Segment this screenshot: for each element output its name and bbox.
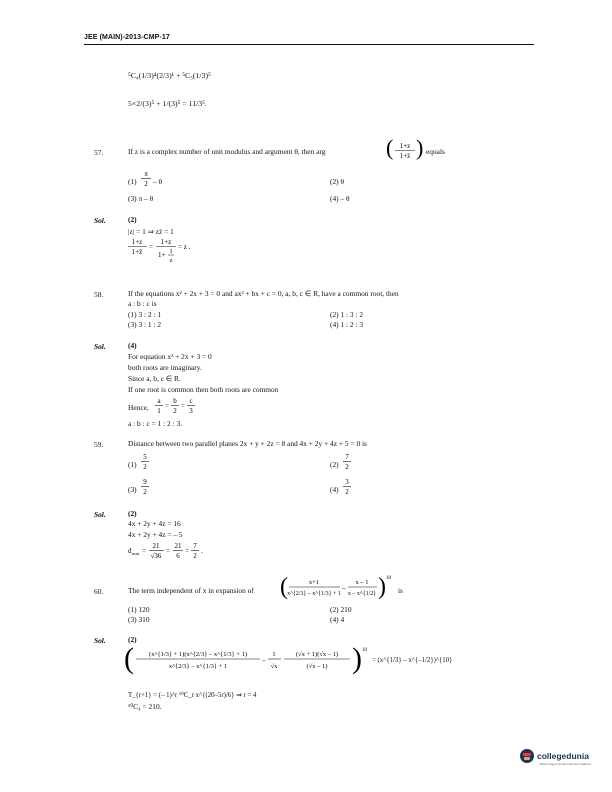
q60-rparen: ) <box>378 574 386 600</box>
q60-t1-num: x+1 <box>308 579 320 586</box>
q60-option-1: (1) 120 <box>128 605 150 614</box>
sol57-line1: |z| = 1 ⇒ zz̄ = 1 <box>128 227 174 236</box>
sol60-rhs: = (x^{1/3} – x^{–1/2})^{10} <box>372 657 453 664</box>
sol58-ratio-fractions <box>154 396 204 418</box>
sol58-eq2: = <box>181 402 185 410</box>
q60-number: 60. <box>94 587 104 596</box>
collegedunia-tagline: India's largest Student Review Platform <box>539 762 592 766</box>
q59-o4-num: 3 <box>345 478 349 486</box>
q57-frac-num: 1+z <box>399 142 411 150</box>
sol58-f2-den: 2 <box>173 407 177 415</box>
sol60-mid-den: √x <box>270 663 278 670</box>
q60-option-3: (3) 310 <box>128 615 150 624</box>
sol60-power: 10 <box>362 648 367 653</box>
sol60-coefficient-line: ¹⁰C₄ = 210. <box>128 702 162 711</box>
q60-t1-den: x^{2/3} – x^{1/3} + 1 <box>287 591 341 597</box>
sol57-rhs: = z . <box>178 243 191 251</box>
q59-opt1-fraction <box>140 452 150 474</box>
q58-option-1: (1) 3 : 2 : 1 <box>128 310 162 319</box>
sol60-label: Sol. <box>94 636 106 645</box>
sol60-big-num: (x^{1/3} + 1)(x^{2/3} – x^{1/3} + 1) <box>148 651 248 658</box>
q60-power: 10 <box>386 576 391 581</box>
q57-frac-den: 1+z̄ <box>399 152 411 160</box>
sol59-distance-equation <box>126 540 226 564</box>
q57-option-4: (4) – θ <box>330 194 350 203</box>
q57-stem-end: equals <box>426 147 445 156</box>
q57-opt1-num: π <box>144 170 148 178</box>
q60-stem: The term independent of x in expansion of <box>128 586 254 595</box>
q57-stem: If z is a complex number of unit modulus and argument θ, then arg <box>128 147 326 156</box>
sol60-rt-den: (√x – 1) <box>306 663 328 670</box>
q57-lparen: ( <box>386 136 394 160</box>
q59-o3-den: 2 <box>143 488 147 496</box>
q59-opt4-prefix: (4) <box>330 485 339 494</box>
sol60-lparen: ( <box>124 643 134 675</box>
q60-stem-end: is <box>398 586 403 595</box>
q59-opt1-prefix: (1) <box>128 460 137 469</box>
sol58-f2-num: b <box>173 397 177 405</box>
q57-option-3: (3) π – θ <box>128 194 154 203</box>
q57-option-2: (2) θ <box>330 177 345 186</box>
q59-opt4-fraction <box>342 477 352 499</box>
sol57-label: Sol. <box>94 216 106 225</box>
collegedunia-brand: collegedunia <box>537 751 589 761</box>
sol59-label: Sol. <box>94 510 106 519</box>
sol60-rt-num: (√x + 1)(√x – 1) <box>295 651 339 658</box>
sol58-line1: For equation x² + 2x + 3 = 0 <box>128 352 212 361</box>
q57-option-1-prefix: (1) <box>128 177 137 186</box>
sol58-f1-den: 1 <box>157 407 161 415</box>
sol59-f1-num: 21 <box>152 542 160 550</box>
top-work-line1: ⁵C₄(1/3)⁴(2/3)¹ + ⁵C₅(1/3)⁵ <box>128 71 211 80</box>
sol59-eq2: = <box>185 547 189 555</box>
sol58-eq1: = <box>165 402 169 410</box>
sol60-minus: – <box>262 656 266 664</box>
sol57-mid-den-num: 1 <box>169 248 173 255</box>
q58-option-2: (2) 1 : 3 : 2 <box>330 310 364 319</box>
q60-option-4: (4) 4 <box>330 615 345 624</box>
q57-option-1-fraction <box>140 168 152 190</box>
q58-stem-line2: a : b : c is <box>128 299 157 308</box>
sol59-line2: 4x + 2y + 4z = – 5 <box>128 530 183 539</box>
sol59-d-label: d <box>128 547 132 555</box>
collegedunia-logo <box>520 749 589 763</box>
sol60-rparen: ) <box>352 643 362 675</box>
sol58-line4: If one root is common then both roots are common <box>128 385 279 394</box>
sol58-line3: Since a, b, c ∈ R. <box>128 374 181 383</box>
sol58-line2: both roots are imaginary. <box>128 363 202 372</box>
sol57-mid-den-a: 1+ <box>158 251 166 259</box>
collegedunia-logo-icon <box>520 749 534 763</box>
sol59-answer: (2) <box>128 509 137 518</box>
q60-lparen: ( <box>280 574 288 600</box>
sol58-label: Sol. <box>94 342 106 351</box>
q58-number: 58. <box>94 290 104 299</box>
q60-option-2: (2) 210 <box>330 605 352 614</box>
q59-opt2-fraction <box>342 452 352 474</box>
sol58-hence-label: Hence, <box>128 403 149 412</box>
q59-o1-den: 2 <box>143 463 147 471</box>
q59-o2-den: 2 <box>345 463 349 471</box>
sol57-lhs-den: 1+z̄ <box>131 248 143 256</box>
q59-o2-num: 7 <box>345 453 349 461</box>
q57-opt1-den: 2 <box>144 180 148 188</box>
q58-option-3: (3) 3 : 1 : 2 <box>128 320 162 329</box>
sol59-eq1: = <box>166 547 170 555</box>
q58-option-4: (4) 1 : 2 : 3 <box>330 320 364 329</box>
q60-minus: – <box>342 584 346 592</box>
q59-o1-num: 5 <box>143 453 147 461</box>
sol59-d-sub: min <box>132 551 140 556</box>
q59-opt3-fraction <box>140 477 150 499</box>
q60-expansion-expression <box>278 573 408 605</box>
sol59-end: . <box>201 547 203 555</box>
sol60-term-line: T_{r+1} = (– 1)^r ¹⁰C_r x^{(20–5r)/6} ⇒ r = 4 <box>128 692 257 699</box>
sol58-f3-num: c <box>189 397 193 405</box>
q59-stem: Distance between two parallel planes 2x + y + 2z = 8 and 4x + 2y + 4z + 5 = 0 is <box>128 439 367 448</box>
page-header: JEE (MAIN)-2013-CMP-17 <box>84 34 170 41</box>
sol57-mid-den-den: z <box>169 257 173 264</box>
sol59-line1: 4x + 2y + 4z = 16 <box>128 519 181 528</box>
q60-t2-num: x – 1 <box>355 579 369 586</box>
sol58-line6: a : b : c = 1 : 2 : 3. <box>128 419 183 428</box>
sol60-big-den: x^{2/3} – x^{1/3} + 1 <box>168 663 228 670</box>
sol60-mid-num: 1 <box>272 651 276 658</box>
sol57-equation <box>126 236 216 276</box>
sol60-answer: (2) <box>128 635 137 644</box>
q57-rparen: ) <box>416 136 424 160</box>
sol57-eq1: = <box>149 243 153 251</box>
q59-opt3-prefix: (3) <box>128 485 137 494</box>
q59-opt2-prefix: (2) <box>330 460 339 469</box>
sol59-f3-den: 2 <box>193 552 197 560</box>
sol57-answer: (2) <box>128 215 137 224</box>
q59-number: 59. <box>94 440 104 449</box>
q60-t2-den: x – x^{1/2} <box>347 591 377 597</box>
sol57-lhs-num: 1+z <box>131 238 143 246</box>
sol58-f3-den: 3 <box>189 407 193 415</box>
q59-o4-den: 2 <box>345 488 349 496</box>
q58-stem: If the equations x² + 2x + 3 = 0 and ax² + bx + c = 0, a, b, c ∈ R, have a common root, then <box>128 289 399 298</box>
top-work-line2: 5×2/(3)⁵ + 1/(3)⁵ = 11/3⁵. <box>128 99 207 108</box>
sol58-f1-num: a <box>157 397 161 405</box>
q59-o3-num: 9 <box>143 478 147 486</box>
sol59-eq0: = <box>142 547 146 555</box>
q57-option-1-rest: – θ <box>153 177 163 186</box>
sol58-answer: (4) <box>128 341 137 350</box>
sol59-f3-num: 7 <box>193 542 197 550</box>
q57-number: 57. <box>94 148 104 157</box>
header-rule <box>84 44 534 45</box>
sol59-f1-den: √36 <box>150 552 162 560</box>
sol57-mid-num: 1+z <box>160 238 172 246</box>
sol59-f2-num: 21 <box>174 542 182 550</box>
sol59-f2-den: 6 <box>176 552 180 560</box>
